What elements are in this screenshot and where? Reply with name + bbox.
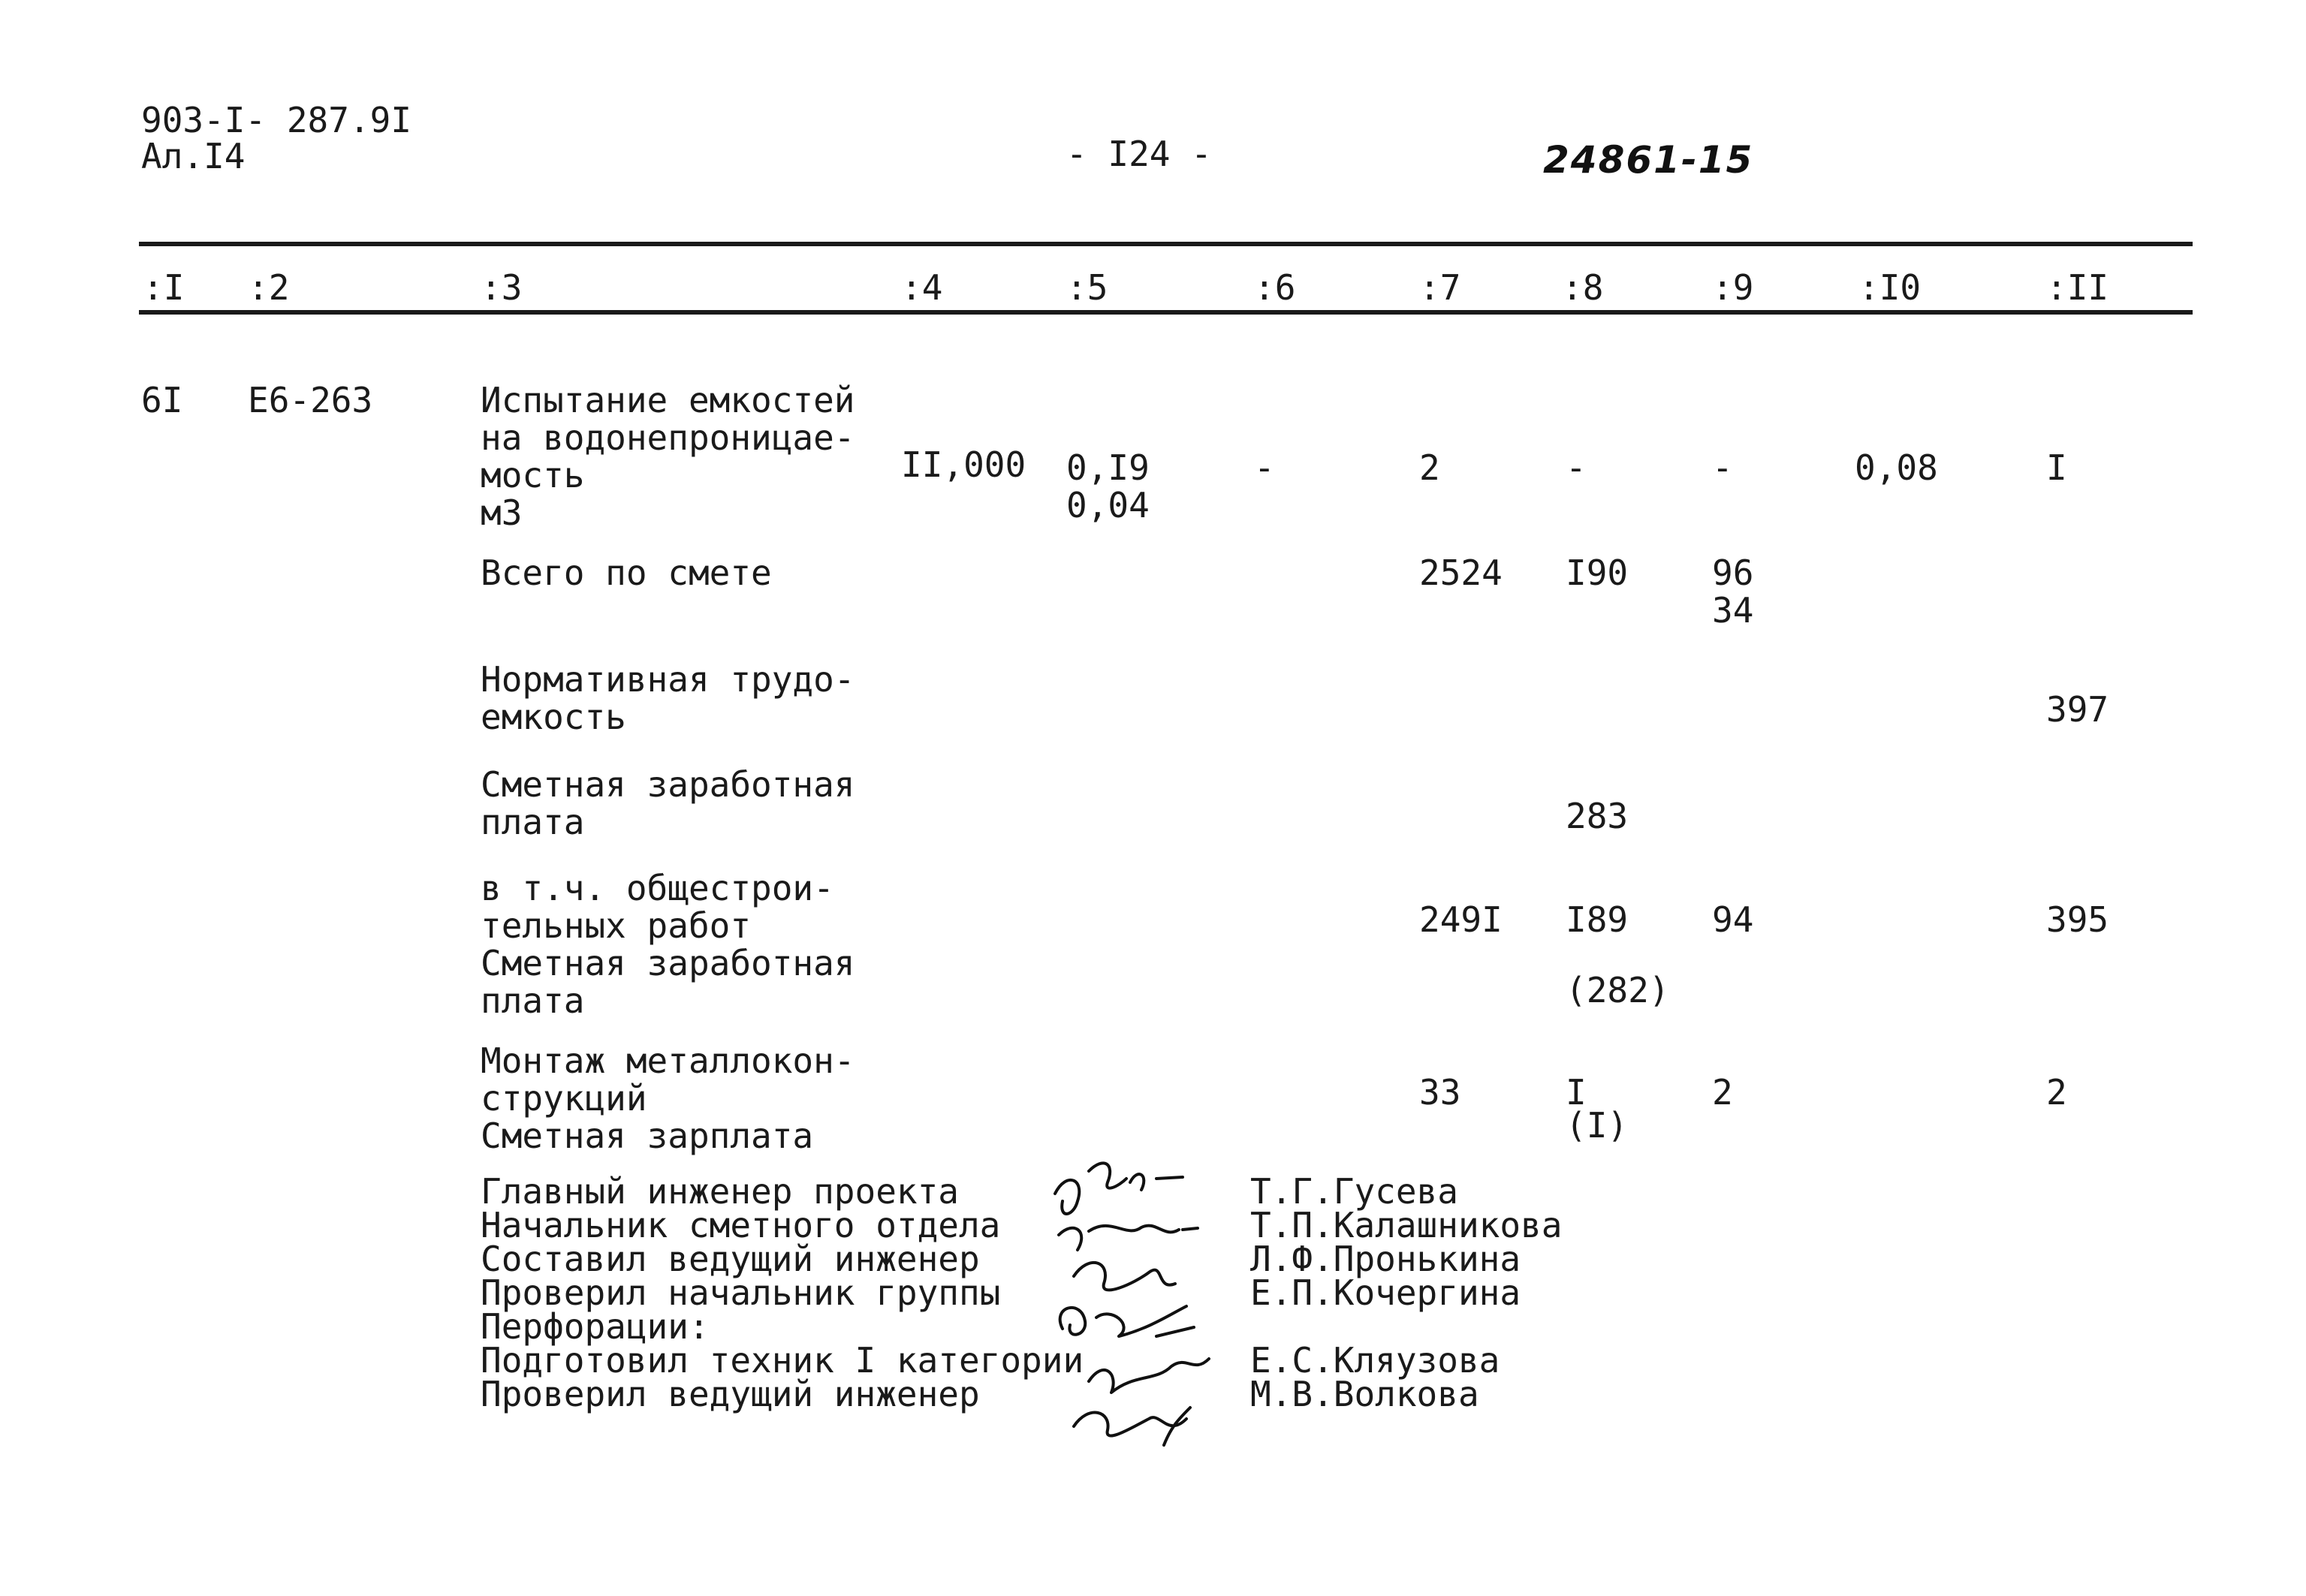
totals-label: Всего по смете: [481, 553, 772, 593]
column-header-4: :4: [901, 267, 943, 308]
mounting-col8-wage: (I): [1566, 1105, 1629, 1146]
labor-label: Нормативная трудо- емкость: [481, 659, 855, 737]
general-col7: 249I: [1419, 899, 1503, 940]
column-header-10: :I0: [1858, 267, 1922, 308]
mounting-label: Монтаж металлокон- струкций Сметная зарплата: [481, 1040, 855, 1156]
item-col6: -: [1254, 447, 1275, 488]
general-col8-wage: (282): [1566, 970, 1670, 1010]
mounting-col11: 2: [2046, 1072, 2067, 1113]
document-code: 903-I- 287.9I: [141, 100, 412, 140]
header-bottom-rule: [139, 310, 2193, 315]
general-label: в т.ч. общестрои- тельных работ Сметная заработная плата: [481, 868, 855, 1021]
totals-col9: 96 34: [1712, 553, 1754, 631]
item-quantity: II,000: [901, 444, 1026, 485]
general-col8: I89: [1566, 899, 1629, 940]
mounting-col7: 33: [1419, 1072, 1461, 1113]
inventory-number: 24861-15: [1543, 138, 1754, 182]
signature-roles: Главный инженер проекта Начальник сметного отдела Составил ведущий инженер Проверил начальник группы Перфорации: Подготовил техник I категории Проверил ведущий инженер: [481, 1171, 1084, 1414]
totals-col7: 2524: [1419, 553, 1503, 593]
signature-names-secondary: Е.С.Кляузова М.В.Волкова: [1250, 1340, 1500, 1414]
column-header-9: :9: [1712, 267, 1754, 308]
sheet-number: Ал.I4: [141, 136, 246, 176]
column-header-1: :I: [143, 267, 185, 308]
wage-col8: 283: [1566, 796, 1629, 836]
signature-names-primary: Т.Г.Гусева Т.П.Калашникова Л.Ф.Пронькина Е.П.Кочергина: [1250, 1171, 1563, 1313]
handwritten-signatures: [1044, 1149, 1246, 1449]
column-header-7: :7: [1419, 267, 1461, 308]
item-col9: -: [1712, 447, 1733, 488]
labor-col11: 397: [2046, 689, 2109, 730]
wage-label: Сметная заработная плата: [481, 764, 855, 842]
general-col11: 395: [2046, 899, 2109, 940]
column-header-3: :3: [481, 267, 523, 308]
column-header-11: :II: [2046, 267, 2109, 308]
mounting-col9: 2: [1712, 1072, 1733, 1113]
totals-col8: I90: [1566, 553, 1629, 593]
item-code: Е6-263: [248, 380, 373, 420]
item-name: Испытание емкостей на водонепроницае- мость м3: [481, 380, 855, 533]
general-col9: 94: [1712, 899, 1754, 940]
item-number: 6I: [141, 380, 183, 420]
column-header-2: :2: [248, 267, 290, 308]
item-col11: I: [2046, 447, 2067, 488]
page-number: - I24 -: [1066, 134, 1212, 174]
column-header-8: :8: [1562, 267, 1604, 308]
column-header-6: :6: [1254, 267, 1296, 308]
item-col7: 2: [1419, 447, 1440, 488]
column-header-5: :5: [1066, 267, 1108, 308]
item-unit-cost: 0,I9 0,04: [1066, 447, 1150, 525]
header-top-rule: [139, 242, 2193, 246]
item-col8: -: [1566, 447, 1587, 488]
mounting-col8: I: [1566, 1072, 1587, 1113]
item-col10: 0,08: [1855, 447, 1938, 488]
